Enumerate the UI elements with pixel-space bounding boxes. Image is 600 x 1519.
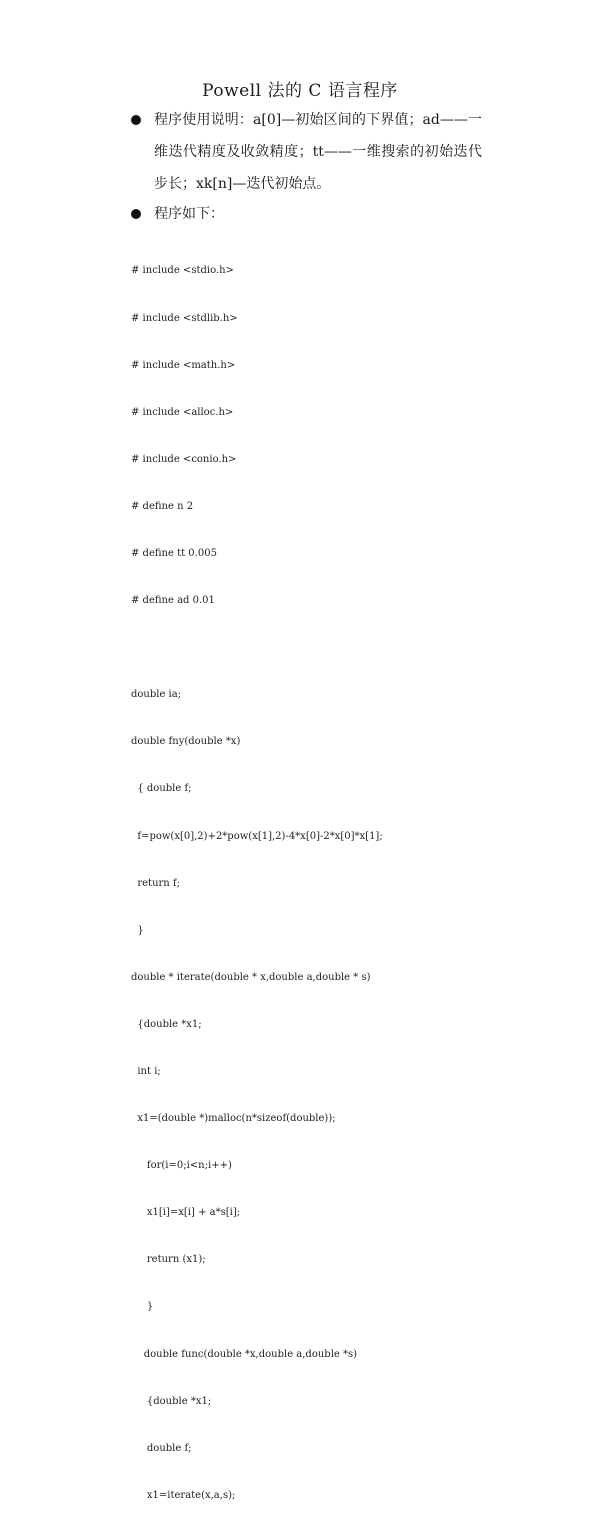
code-line: # define n 2: [131, 500, 194, 512]
usage-note-text: 程序使用说明：a[0]—初始区间的下界值；ad——一维迭代精度及收敛精度；tt——一维搜索的初始迭代步长；xk[n]—迭代初始点。: [154, 112, 482, 192]
code-line: # include <math.h>: [131, 359, 236, 371]
code-line: # include <conio.h>: [131, 453, 237, 465]
code-line: double fny(double *x): [131, 736, 241, 748]
code-line: {double *x1;: [131, 1018, 202, 1030]
code-line: # define ad 0.01: [131, 595, 215, 607]
code-line: }: [131, 1301, 154, 1313]
code-line: double func(double *x,double a,double *s): [131, 1348, 358, 1360]
bullet-dot-icon: [131, 209, 141, 219]
code-line: double * iterate(double * x,double a,double * s): [131, 971, 371, 983]
code-line: int i;: [131, 1066, 161, 1077]
code-line: # include <stdlib.h>: [131, 312, 238, 324]
code-line: x1=iterate(x,a,s);: [131, 1489, 236, 1501]
code-line: for(i=0;i<n;i++): [131, 1160, 232, 1172]
code-line: f=pow(x[0],2)+2*pow(x[1],2)-4*x[0]-2*x[0]*x[1];: [131, 830, 383, 842]
program-intro-text: 程序如下：: [154, 206, 224, 222]
code-line: [131, 640, 471, 656]
code-line: {double *x1;: [131, 1395, 212, 1407]
usage-note-bullet: [132, 104, 482, 200]
code-line: # include <alloc.h>: [131, 406, 234, 418]
page-title: Powell 法的 C 语言程序: [202, 81, 398, 101]
code-line: # define tt 0.005: [131, 547, 217, 559]
program-intro-bullet: [132, 198, 482, 230]
code-line: { double f;: [131, 783, 192, 795]
code-line: return f;: [131, 877, 180, 889]
code-line: double f;: [131, 1442, 192, 1454]
code-line: }: [131, 924, 144, 936]
code-line: return (x1);: [131, 1254, 206, 1266]
code-line: double ia;: [131, 689, 182, 701]
code-line: x1=(double *)malloc(n*sizeof(double));: [131, 1113, 336, 1125]
code-listing: [131, 232, 471, 1519]
code-line: # include <stdio.h>: [131, 265, 234, 277]
code-line: x1[i]=x[i] + a*s[i];: [131, 1207, 241, 1219]
bullet-dot-icon: [131, 115, 141, 125]
